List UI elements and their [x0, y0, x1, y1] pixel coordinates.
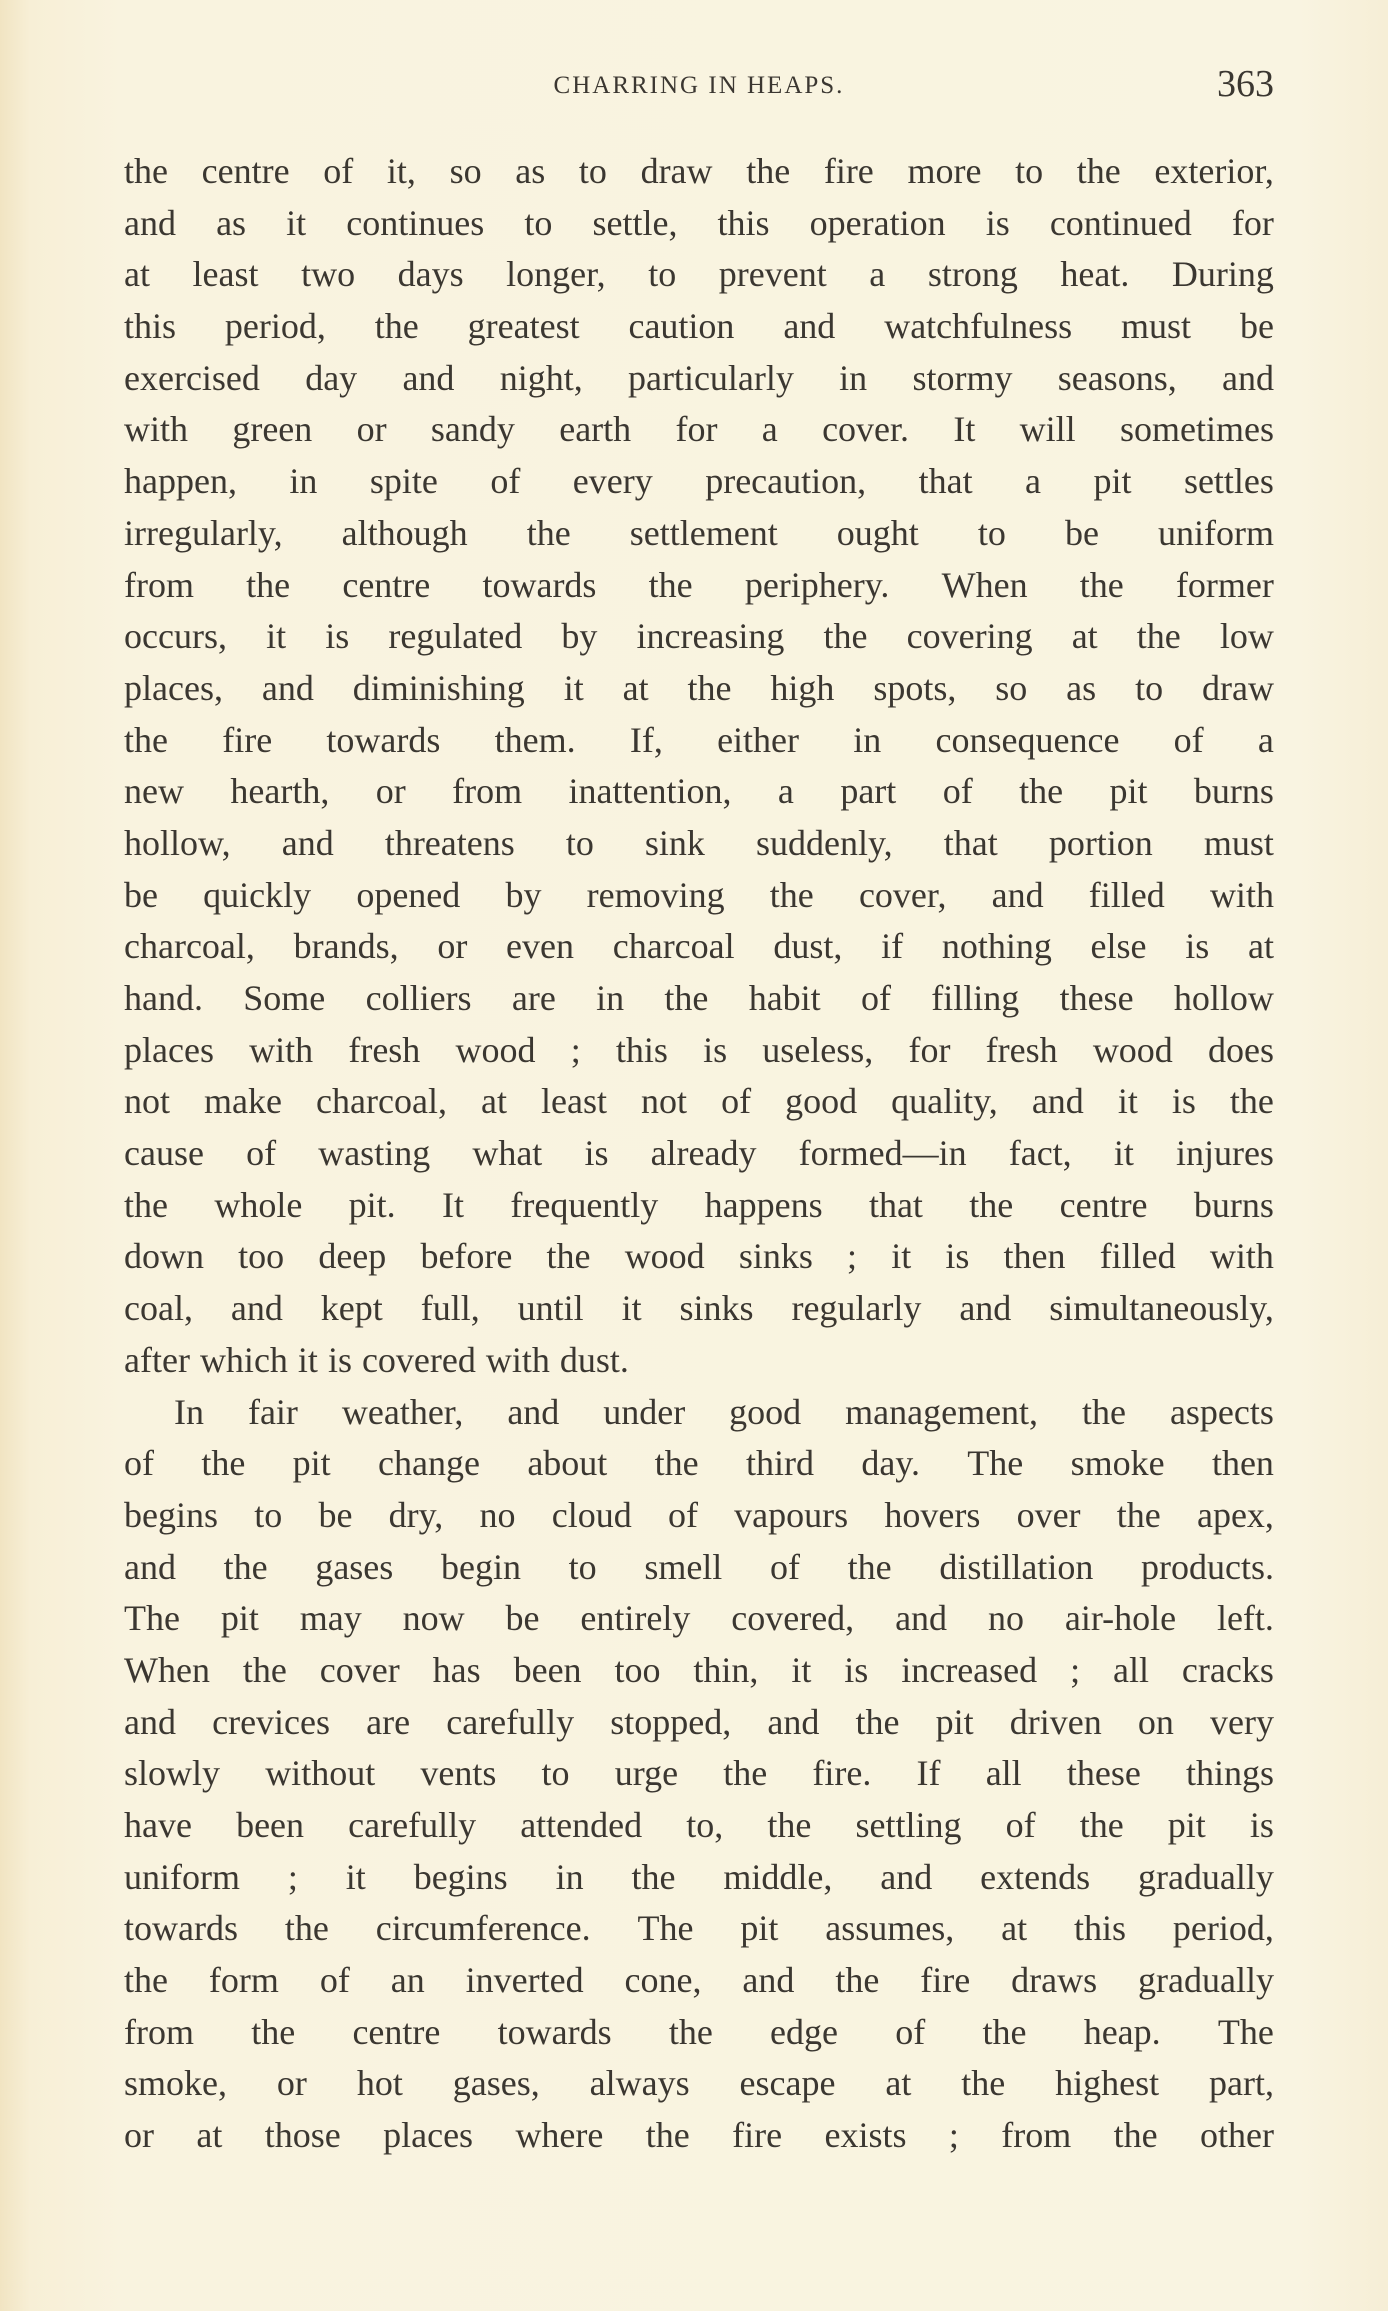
text-line: charcoal, brands, or even charcoal dust, if nothing else is at: [124, 926, 1274, 967]
text-line: be quickly opened by removing the cover, and filled with: [124, 874, 1274, 915]
text-line: with green or sandy earth for a cover. It will sometimes: [124, 409, 1274, 450]
text-line: When the cover has been too thin, it is increased ; all cracks: [124, 1649, 1274, 1690]
text-line: the centre of it, so as to draw the fire more to the exterior,: [124, 151, 1274, 191]
text-line: from the centre towards the edge of the heap. The: [124, 2011, 1274, 2052]
text-line: of the pit change about the third day. The smoke then: [124, 1443, 1274, 1484]
body-text: [124, 146, 1274, 2162]
text-line: happen, in spite of every precaution, that a pit settles: [124, 461, 1274, 502]
text-line: the fire towards them. If, either in consequence of a: [124, 719, 1274, 760]
text-line: hollow, and threatens to sink suddenly, that portion must: [124, 822, 1274, 863]
paragraph: [124, 1387, 1274, 2162]
text-line: after which it is covered with dust.: [124, 1339, 629, 1380]
text-line: smoke, or hot gases, always escape at the highest part,: [124, 2063, 1274, 2104]
text-line: from the centre towards the periphery. When the former: [124, 564, 1274, 605]
text-line: occurs, it is regulated by increasing the covering at the low: [124, 616, 1274, 657]
text-line: have been carefully attended to, the settling of the pit is: [124, 1805, 1274, 1845]
text-line: down too deep before the wood sinks ; it is then filled with: [124, 1236, 1274, 1277]
text-line: places with fresh wood ; this is useless, for fresh wood does: [124, 1029, 1274, 1070]
text-line: slowly without vents to urge the fire. If all these things: [124, 1753, 1274, 1794]
page-number: 363: [1217, 63, 1274, 105]
text-line: and as it continues to settle, this operation is continued for: [124, 202, 1274, 243]
text-line: places, and diminishing it at the high spots, so as to draw: [124, 667, 1274, 708]
text-line: In fair weather, and under good management, the aspects: [174, 1391, 1274, 1432]
text-line: exercised day and night, particularly in stormy seasons, and: [124, 357, 1274, 398]
text-line: and the gases begin to smell of the distillation products.: [124, 1546, 1274, 1587]
text-line: new hearth, or from inattention, a part of the pit burns: [124, 771, 1274, 812]
text-line: the form of an inverted cone, and the fire draws gradually: [124, 1960, 1274, 2001]
text-line: begins to be dry, no cloud of vapours hovers over the apex,: [124, 1494, 1274, 1535]
text-line: irregularly, although the settlement ought to be uniform: [124, 512, 1274, 553]
text-line: the whole pit. It frequently happens that the centre burns: [124, 1184, 1274, 1225]
running-head: CHARRING IN HEAPS.: [553, 72, 845, 99]
paragraph: [124, 146, 1274, 1387]
page-header: [124, 62, 1274, 112]
text-line: hand. Some colliers are in the habit of filling these hollow: [124, 978, 1274, 1018]
text-line: The pit may now be entirely covered, and no air-hole left.: [124, 1598, 1274, 1639]
text-line: not make charcoal, at least not of good quality, and it is the: [124, 1081, 1274, 1122]
text-line: cause of wasting what is already formed—in fact, it injures: [124, 1133, 1274, 1174]
text-line: uniform ; it begins in the middle, and extends gradually: [124, 1856, 1274, 1897]
text-line: coal, and kept full, until it sinks regularly and simultaneously,: [124, 1288, 1274, 1329]
text-line: towards the circumference. The pit assumes, at this period,: [124, 1908, 1274, 1949]
text-line: or at those places where the fire exists ; from the other: [124, 2115, 1274, 2156]
text-line: and crevices are carefully stopped, and the pit driven on very: [124, 1701, 1274, 1742]
text-line: at least two days longer, to prevent a strong heat. During: [124, 254, 1274, 295]
text-line: this period, the greatest caution and watchfulness must be: [124, 306, 1274, 347]
